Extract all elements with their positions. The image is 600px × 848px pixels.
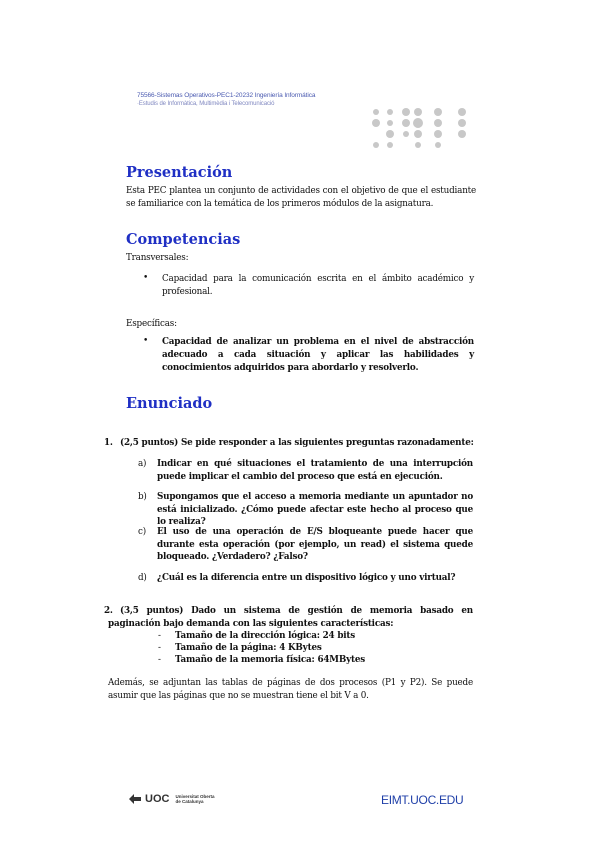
uoc-subtitle-line1: Universitat Oberta bbox=[175, 794, 215, 799]
question-2-extra-text: Además, se adjuntan las tablas de páginas de dos procesos (P1 y P2). Se puede asumir que las páginas que no se muestran tiene el bit V a 0. bbox=[108, 678, 473, 701]
especificas-label: Específicas: bbox=[126, 319, 177, 329]
question-2-bullet: Tamaño de la dirección lógica: 24 bits bbox=[175, 631, 356, 641]
question-1d-text: ¿Cuál es la diferencia entre un dispositivo lógico y uno virtual? bbox=[157, 573, 456, 583]
question-1c-text: El uso de una operación de E/S bloqueante puede hacer que durante esta operación (por ejemplo, un read) el sistema quede bloqueado. ¿Verdadero? ¿Falso? bbox=[157, 527, 473, 562]
question-1c-label: c) bbox=[138, 527, 146, 537]
question-2-text: (3,5 puntos) Dado un sistema de gestión de memoria basado en paginación bajo demanda con las siguientes características: bbox=[108, 606, 473, 629]
bullet-icon: • bbox=[143, 273, 149, 283]
question-1b-text: Supongamos que el acceso a memoria mediante un apuntador no está inicializado. ¿Cómo puede afectar este hecho al proceso que lo realiza? bbox=[157, 492, 473, 527]
header-course-line: 75566-Sistemas Operativos-PEC1-20232 Ingeniería Informática bbox=[137, 92, 316, 99]
question-2-bullet: Tamaño de la memoria física: 64MBytes bbox=[175, 655, 365, 665]
question-1b-label: b) bbox=[138, 492, 147, 502]
question-2-number: 2. bbox=[104, 606, 113, 616]
presentacion-title: Presentación bbox=[126, 164, 233, 181]
presentacion-text: Esta PEC plantea un conjunto de actividades con el objetivo de que el estudiante se familiarice con la temática de los primeros módulos de la asignatura. bbox=[126, 186, 476, 209]
question-2-bullet: Tamaño de la página: 4 KBytes bbox=[175, 643, 322, 653]
transversales-item: Capacidad para la comunicación escrita en el ámbito académico y profesional. bbox=[162, 274, 474, 297]
uoc-subtitle-line2: de Catalunya bbox=[175, 799, 204, 804]
question-1-text: (2,5 puntos) Se pide responder a las siguientes preguntas razonadamente: bbox=[120, 438, 474, 448]
dash-icon: - bbox=[158, 631, 161, 641]
competencias-title: Competencias bbox=[126, 231, 241, 248]
question-1-number: 1. bbox=[104, 438, 113, 448]
uoc-wordmark: UOC bbox=[145, 793, 170, 805]
question-1a-label: a) bbox=[138, 459, 147, 469]
bullet-icon: • bbox=[143, 336, 149, 346]
eimt-footer-link: EIMT.UOC.EDU bbox=[381, 793, 464, 807]
decorative-dots-graphic bbox=[370, 108, 480, 150]
header-studies-line: ·Estudis de Informàtica, Multimèdia i Telecomunicació bbox=[137, 101, 275, 107]
enunciado-title: Enunciado bbox=[126, 395, 213, 412]
dash-icon: - bbox=[158, 655, 161, 665]
uoc-symbol-icon bbox=[128, 793, 142, 805]
question-1d-label: d) bbox=[138, 573, 147, 583]
transversales-label: Transversales: bbox=[126, 253, 189, 263]
question-1a-text: Indicar en qué situaciones el tratamiento de una interrupción puede implicar el cambio del proceso que está en ejecución. bbox=[157, 459, 473, 482]
especificas-item: Capacidad de analizar un problema en el nivel de abstracción adecuado a cada situación y aplicar las habilidades y conocimientos adquiridos para abordarlo y resolverlo. bbox=[162, 337, 474, 373]
dash-icon: - bbox=[158, 643, 161, 653]
uoc-logo bbox=[128, 793, 214, 805]
